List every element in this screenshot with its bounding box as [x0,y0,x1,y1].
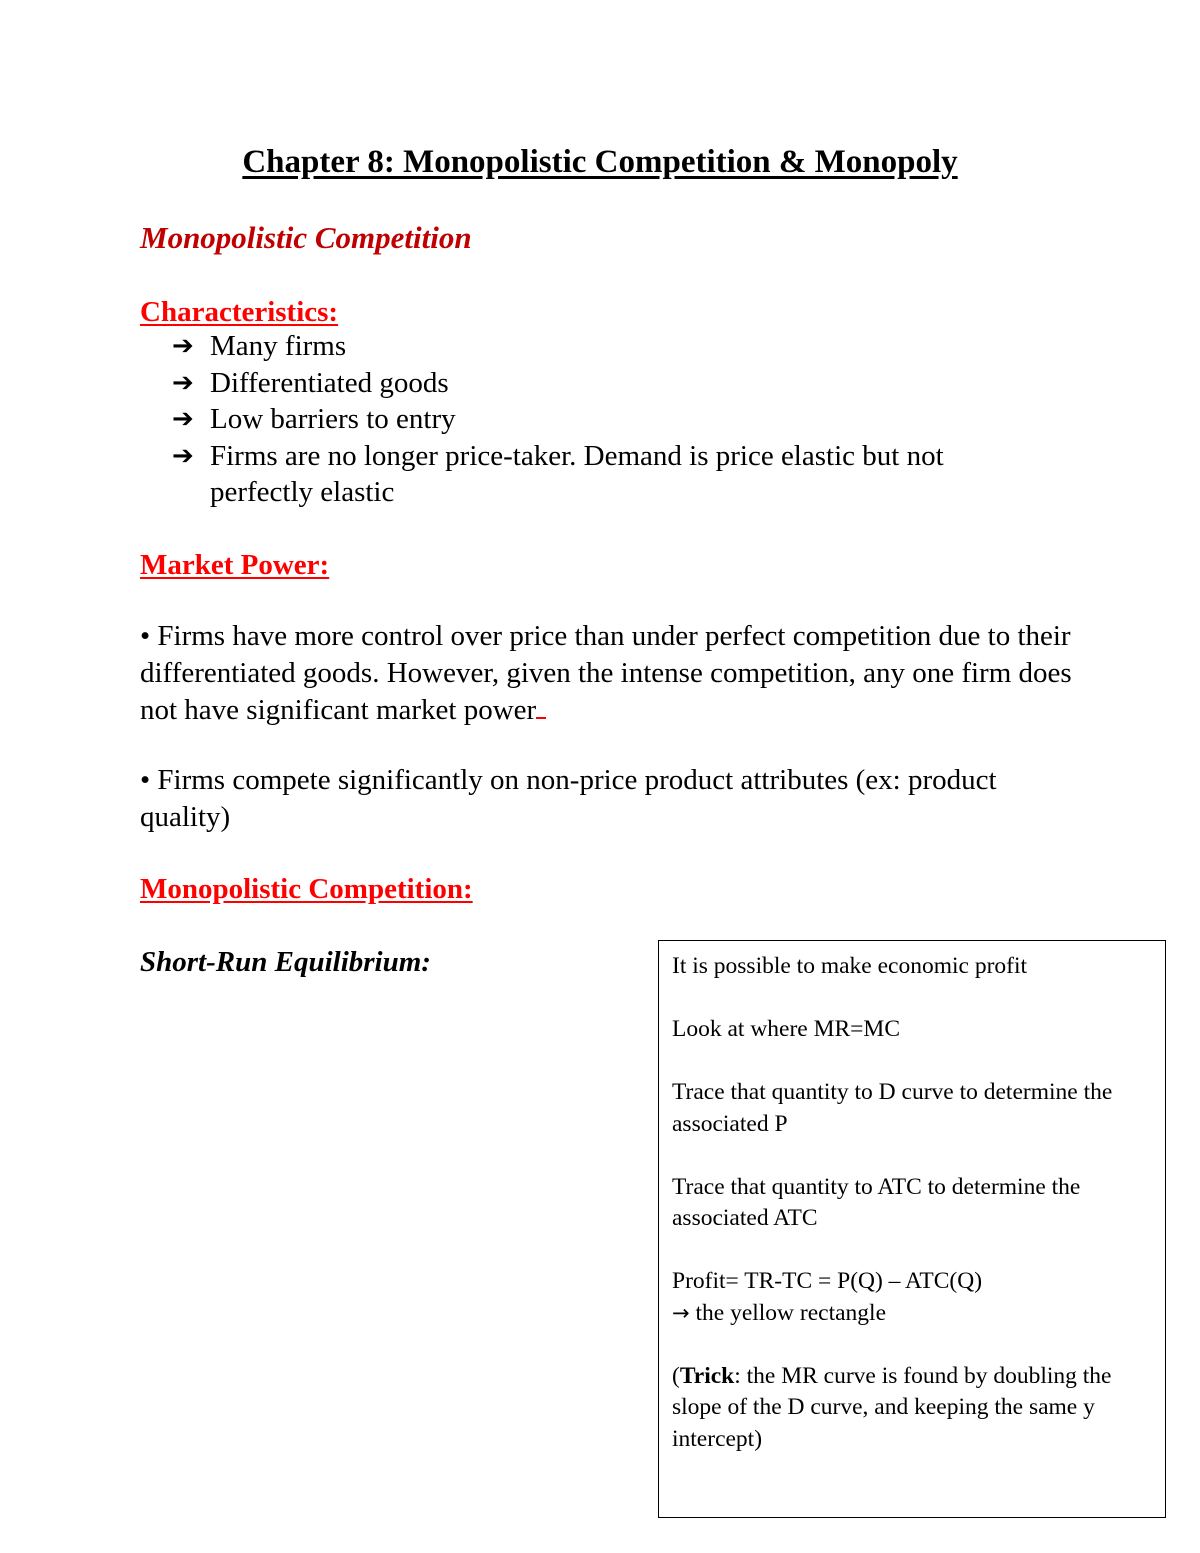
arrow-right-icon: ➔ [172,404,194,434]
note-line: Trace that quantity to D curve to determine the associated P [672,1079,1113,1137]
red-underline-mark [536,691,546,719]
list-item [172,438,1072,511]
page-title: Chapter 8: Monopolistic Competition & Monopoly [242,144,958,180]
trick-note [672,1361,1153,1456]
list-item-text: Firms are no longer price-taker. Demand is price elastic but not perfectly elastic [210,439,944,508]
trick-label: Trick [679,1362,735,1389]
arrow-right-icon: ➔ [172,367,194,398]
section-title: Monopolistic Competition [140,220,472,255]
paragraph-text: • Firms have more control over price than under perfect competition due to their differentiated goods. However, given the intense competition, any one firm does not have significant market power [140,620,1072,726]
notes-box [658,940,1166,1518]
trick-text: : the MR curve is found by doubling the slope of the D curve, and keeping the same y intercept) [672,1362,1112,1452]
characteristics-heading: Characteristics: [140,296,339,328]
arrow-right-icon: → [672,1300,690,1325]
arrow-right-icon: ➔ [172,440,194,471]
note-line: Look at where MR=MC [672,1016,900,1042]
short-run-equilibrium-heading: Short-Run Equilibrium: [140,946,431,978]
list-item-text: Many firms [210,330,347,362]
non-price-paragraph: • Firms compete significantly on non-price product attributes (ex: product quality) [140,764,997,833]
list-item [172,328,1072,365]
market-power-paragraph [140,618,1080,729]
note-line: It is possible to make economic profit [672,953,1028,979]
market-power-heading: Market Power: [140,549,330,581]
trick-open: ( [672,1362,680,1389]
note-line: Trace that quantity to ATC to determine the associated ATC [672,1173,1081,1231]
yellow-rectangle-note: the yellow rectangle [695,1299,887,1326]
list-item [172,365,1072,402]
monopolistic-competition-heading: Monopolistic Competition: [140,873,473,905]
profit-formula: Profit= TR-TC = P(Q) – ATC(Q) [672,1268,983,1294]
characteristics-list [172,328,1072,511]
list-item [172,401,1072,438]
profit-note [672,1266,1153,1329]
arrow-right-icon: ➔ [172,331,194,361]
list-item-text: Differentiated goods [210,366,449,399]
list-item-text: Low barriers to entry [210,403,456,435]
